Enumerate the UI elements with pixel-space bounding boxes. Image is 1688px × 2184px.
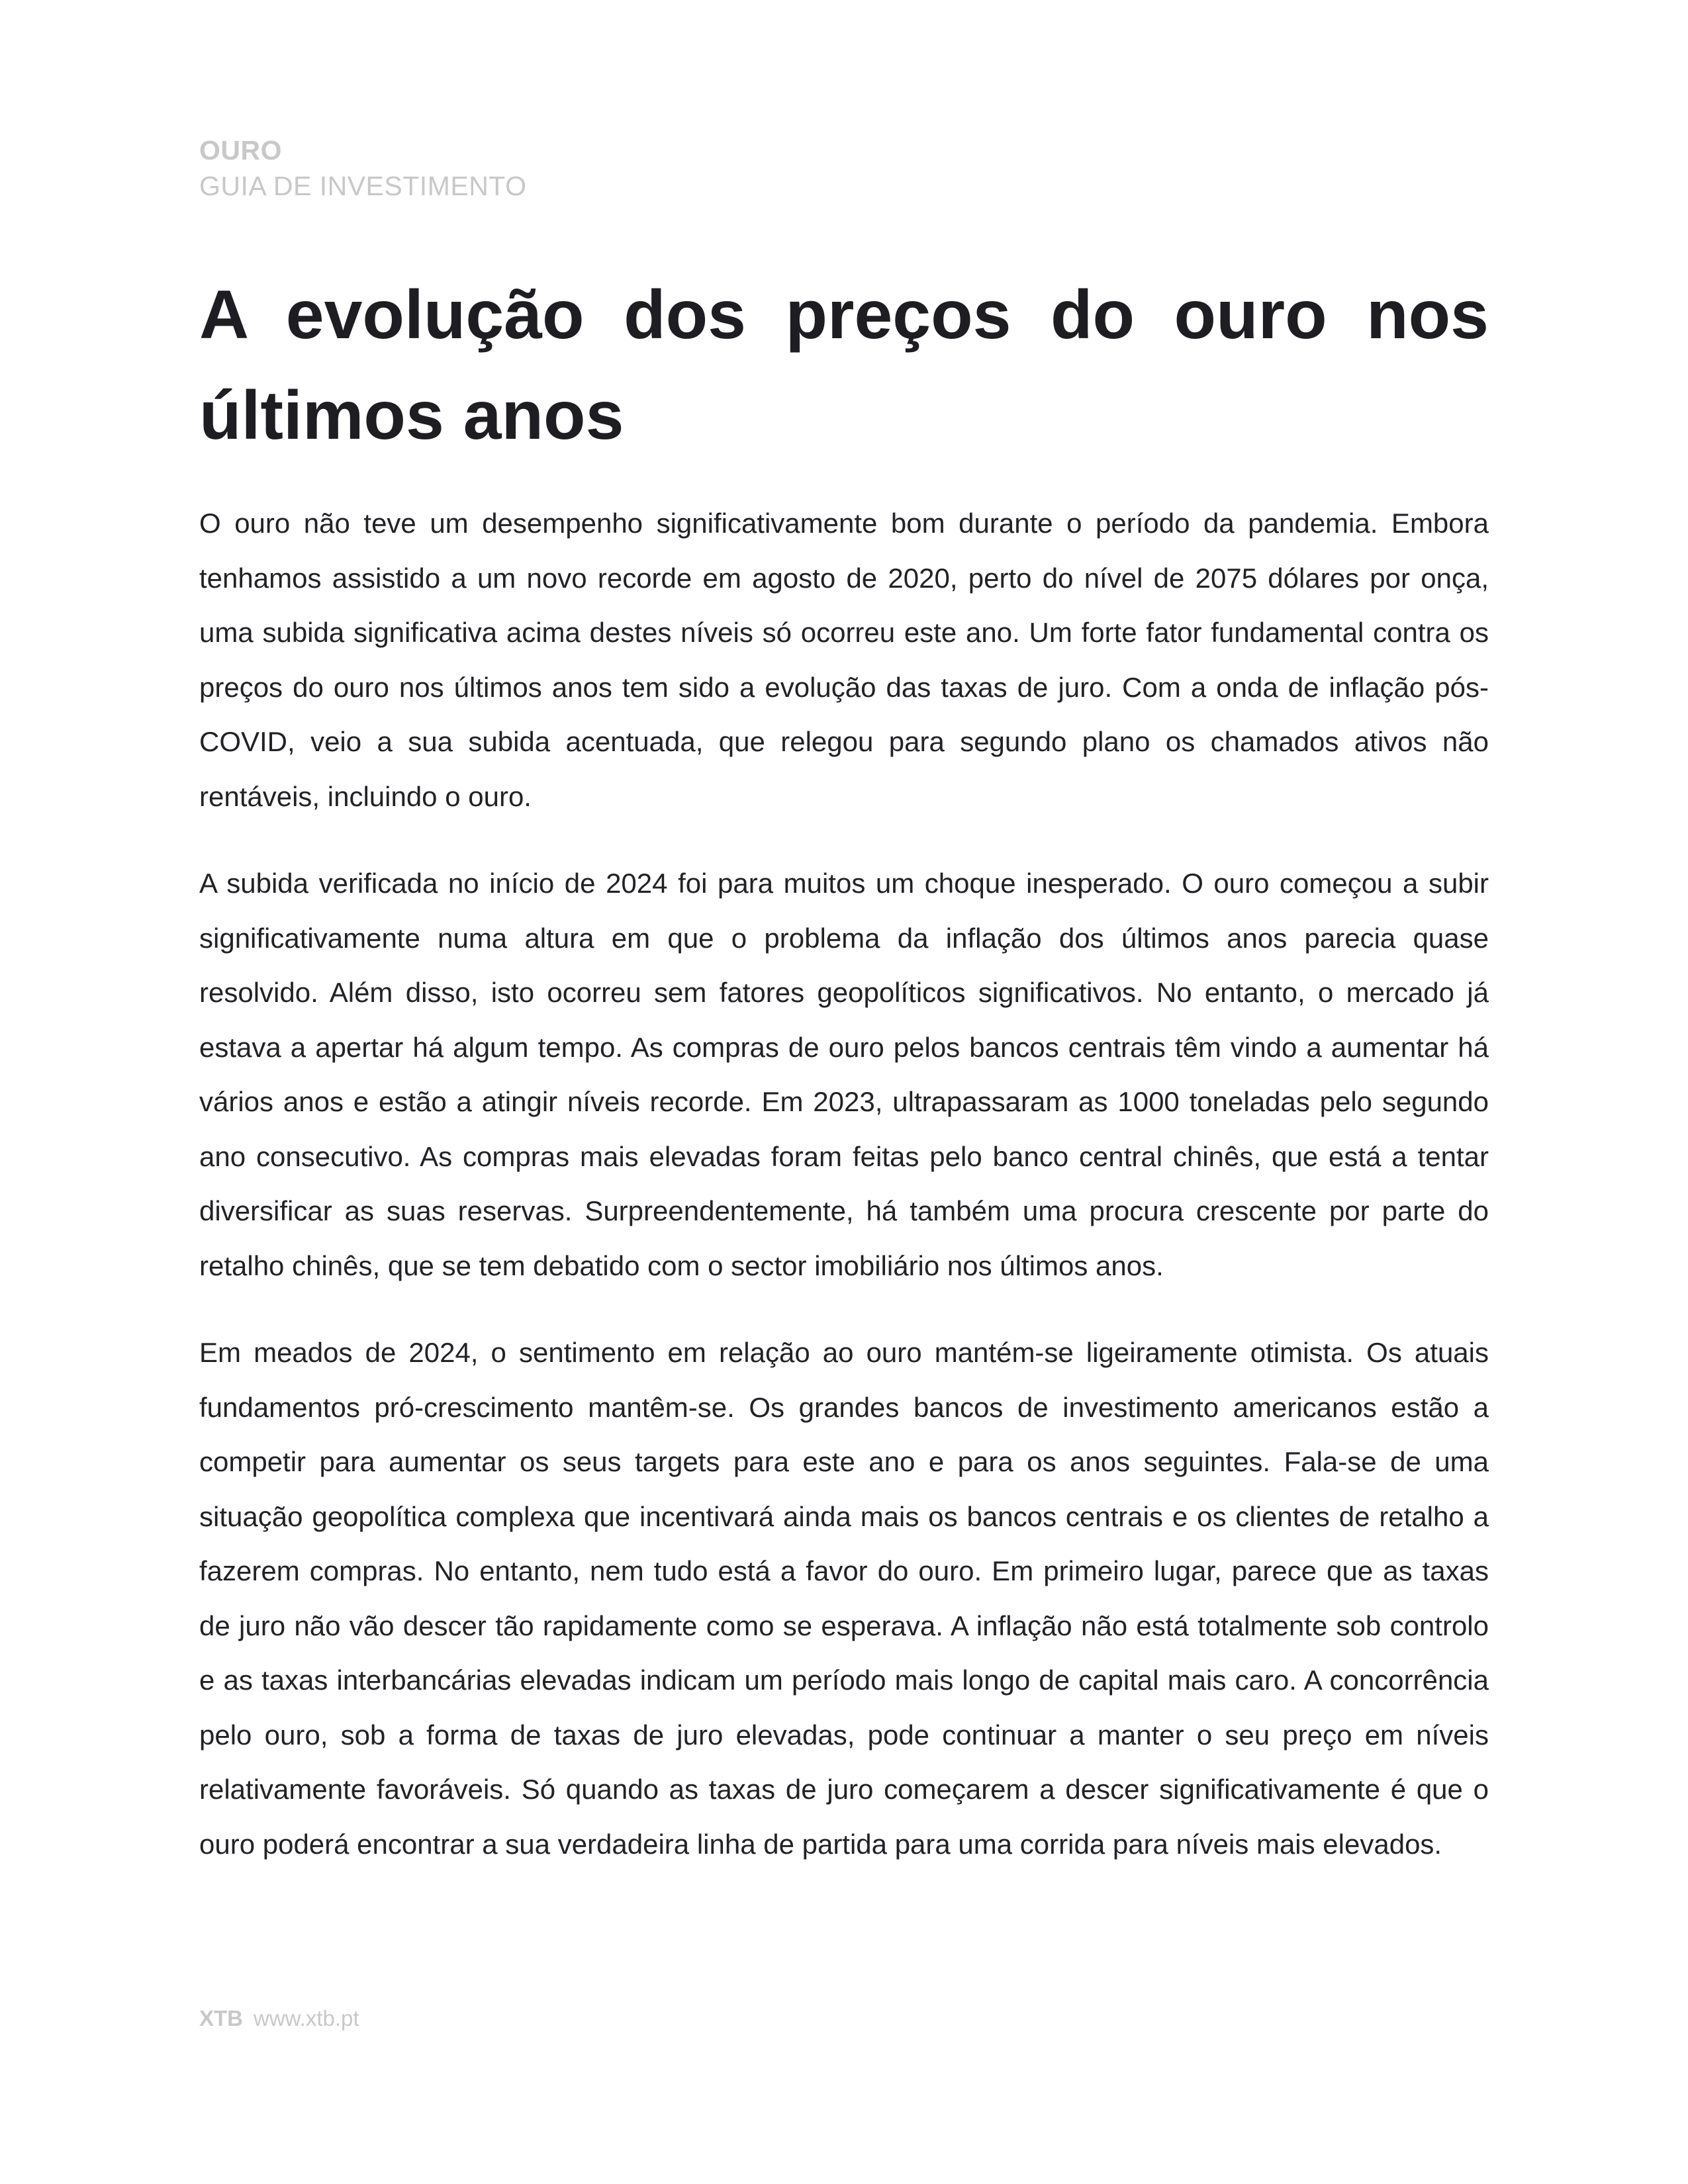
- footer-url: www.xtb.pt: [254, 2006, 359, 2030]
- page-title: A evolução dos preços do ouro nos últimos anos: [199, 277, 1489, 454]
- paragraph-3: Em meados de 2024, o sentimento em relação ao ouro mantém-se ligeiramente otimista. Os atuais fundamentos pró-crescimento mantêm-se. Os grandes bancos de investimento americanos estão a competir para aumentar os seus targets para este ano e para os anos seguintes. Fala-se de uma situação geopolítica complexa que incentivará ainda mais os bancos centrais e os clientes de retalho a fazerem compras. No entanto, nem tudo está a favor do ouro. Em primeiro lugar, parece que as taxas de juro não vão descer tão rapidamente como se esperava. A inflação não está totalmente sob controlo e as taxas interbancárias elevadas indicam um período mais longo de capital mais caro. A concorrência pelo ouro, sob a forma de taxas de juro elevadas, pode continuar a manter o seu preço em níveis relativamente favoráveis. Só quando as taxas de juro começarem a descer significativamente é que o ouro poderá encontrar a sua verdadeira linha de partida para uma corrida para níveis mais elevados.: [199, 1337, 1489, 1860]
- footer-brand: XTB: [199, 2006, 243, 2030]
- article-body: [199, 265, 1489, 1872]
- paragraph-1: O ouro não teve um desempenho significativamente bom durante o período da pandemia. Embora tenhamos assistido a um novo recorde em agosto de 2020, perto do nível de 2075 dólares por onça, uma subida significativa acima destes níveis só ocorreu este ano. Um forte fator fundamental contra os preços do ouro nos últimos anos tem sido a evolução das taxas de juro. Com a onda de inflação pós-COVID, veio a sua subida acentuada, que relegou para segundo plano os chamados ativos não rentáveis, incluindo o ouro.: [199, 508, 1489, 812]
- section-title: OURO: [199, 135, 282, 165]
- section-subtitle: GUIA DE INVESTIMENTO: [199, 171, 527, 201]
- document-footer: [199, 2004, 359, 2033]
- document-header: [199, 132, 527, 204]
- paragraph-2: A subida verificada no início de 2024 foi para muitos um choque inesperado. O ouro começou a subir significativamente numa altura em que o problema da inflação dos últimos anos parecia quase resolvido. Além disso, isto ocorreu sem fatores geopolíticos significativos. No entanto, o mercado já estava a apertar há algum tempo. As compras de ouro pelos bancos centrais têm vindo a aumentar há vários anos e estão a atingir níveis recorde. Em 2023, ultrapassaram as 1000 toneladas pelo segundo ano consecutivo. As compras mais elevadas foram feitas pelo banco central chinês, que está a tentar diversificar as suas reservas. Surpreendentemente, há também uma procura crescente por parte do retalho chinês, que se tem debatido com o sector imobiliário nos últimos anos.: [199, 868, 1489, 1281]
